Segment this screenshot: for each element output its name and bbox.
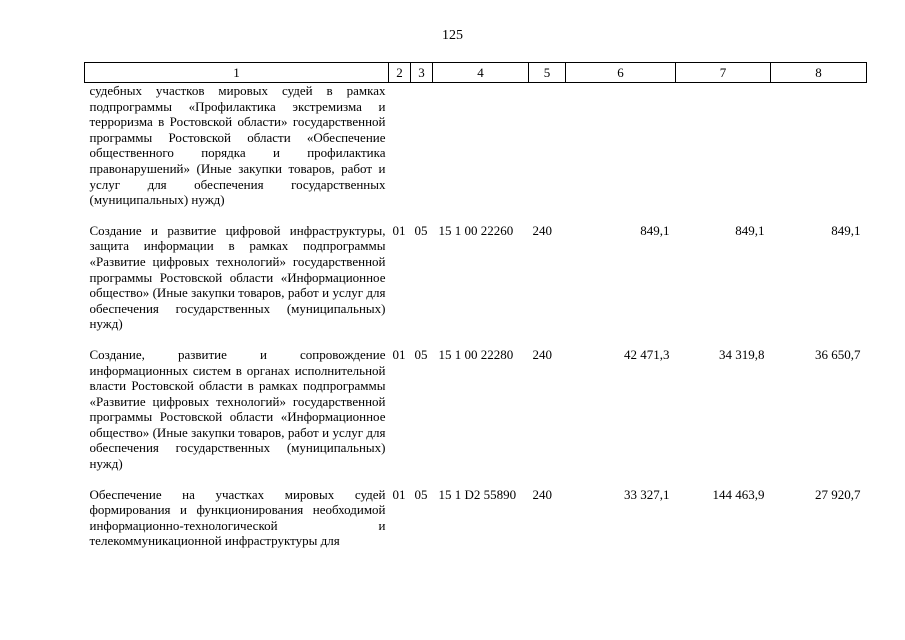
row-amount-col7: 34 319,8 <box>719 346 765 362</box>
header-col-5: 5 <box>529 63 566 83</box>
row-amount-col8: 27 920,7 <box>815 486 861 502</box>
row-expense-type <box>529 83 566 223</box>
table-header-row <box>85 63 867 83</box>
row-expense-type: 240 <box>532 346 552 362</box>
row-section: 01 <box>392 486 406 502</box>
header-col-7: 7 <box>676 63 771 83</box>
row-name: Создание, развитие и сопровождение информационных систем в органах исполнительной власти Ростовской области в рамках подпрограммы «Развитие цифровых технологий» государственной программы Ростовской области «Информационное общество» (Иные закупки товаров, работ и услуг для обеспечения государственных (муниципальных) нужд) <box>89 346 386 472</box>
header-col-1: 1 <box>85 63 389 83</box>
row-amount-col8 <box>771 83 867 223</box>
table-row <box>85 223 867 347</box>
row-amount-col6: 42 471,3 <box>624 346 670 362</box>
table-row <box>85 83 867 223</box>
row-subsection <box>411 83 433 223</box>
row-subsection: 05 <box>414 346 428 362</box>
row-subsection: 05 <box>414 486 428 502</box>
row-amount-col7: 849,1 <box>735 222 765 238</box>
header-col-2: 2 <box>389 63 411 83</box>
table-row <box>85 347 867 487</box>
row-name: судебных участков мировых судей в рамках подпрограммы «Профилактика экстремизма и терроризма в Ростовской области» государственной программы Ростовской области «Обеспечение общественного порядка и профилактика правонарушений» (Иные закупки товаров, работ и услуг для обеспечения государственных (муниципальных) нужд) <box>89 83 386 208</box>
header-col-6: 6 <box>566 63 676 83</box>
row-amount-col8: 36 650,7 <box>815 346 861 362</box>
row-expense-type: 240 <box>532 486 552 502</box>
row-amount-col8: 849,1 <box>831 222 861 238</box>
row-amount-col6 <box>566 83 676 223</box>
row-expense-type: 240 <box>532 222 552 238</box>
row-target-article: 15 1 00 22260 <box>438 222 514 238</box>
row-amount-col6: 33 327,1 <box>624 486 670 502</box>
row-amount-col7: 144 463,9 <box>712 486 765 502</box>
row-amount-col7 <box>676 83 771 223</box>
row-target-article <box>433 83 529 223</box>
row-name: Создание и развитие цифровой инфраструктуры, защита информации в рамках подпрограммы «Развитие цифровых технологий» государственной программы Ростовской области «Информационное общество» (Иные закупки товаров, работ и услуг для обеспечения государственных (муниципальных) нужд) <box>89 222 386 332</box>
row-section: 01 <box>392 222 406 238</box>
row-section: 01 <box>392 346 406 362</box>
row-target-article: 15 1 D2 55890 <box>438 486 517 502</box>
header-col-8: 8 <box>771 63 867 83</box>
row-amount-col6: 849,1 <box>640 222 670 238</box>
budget-table <box>84 62 867 549</box>
row-name: Обеспечение на участках мировых судей формирования и функционирования необходимой информационно-технологической и телекоммуникационной инфраструктуры для <box>89 486 386 549</box>
page-number: 125 <box>442 28 463 43</box>
row-section <box>389 83 411 223</box>
row-subsection: 05 <box>414 222 428 238</box>
table-row <box>85 487 867 549</box>
row-target-article: 15 1 00 22280 <box>438 346 514 362</box>
header-col-4: 4 <box>433 63 529 83</box>
header-col-3: 3 <box>411 63 433 83</box>
